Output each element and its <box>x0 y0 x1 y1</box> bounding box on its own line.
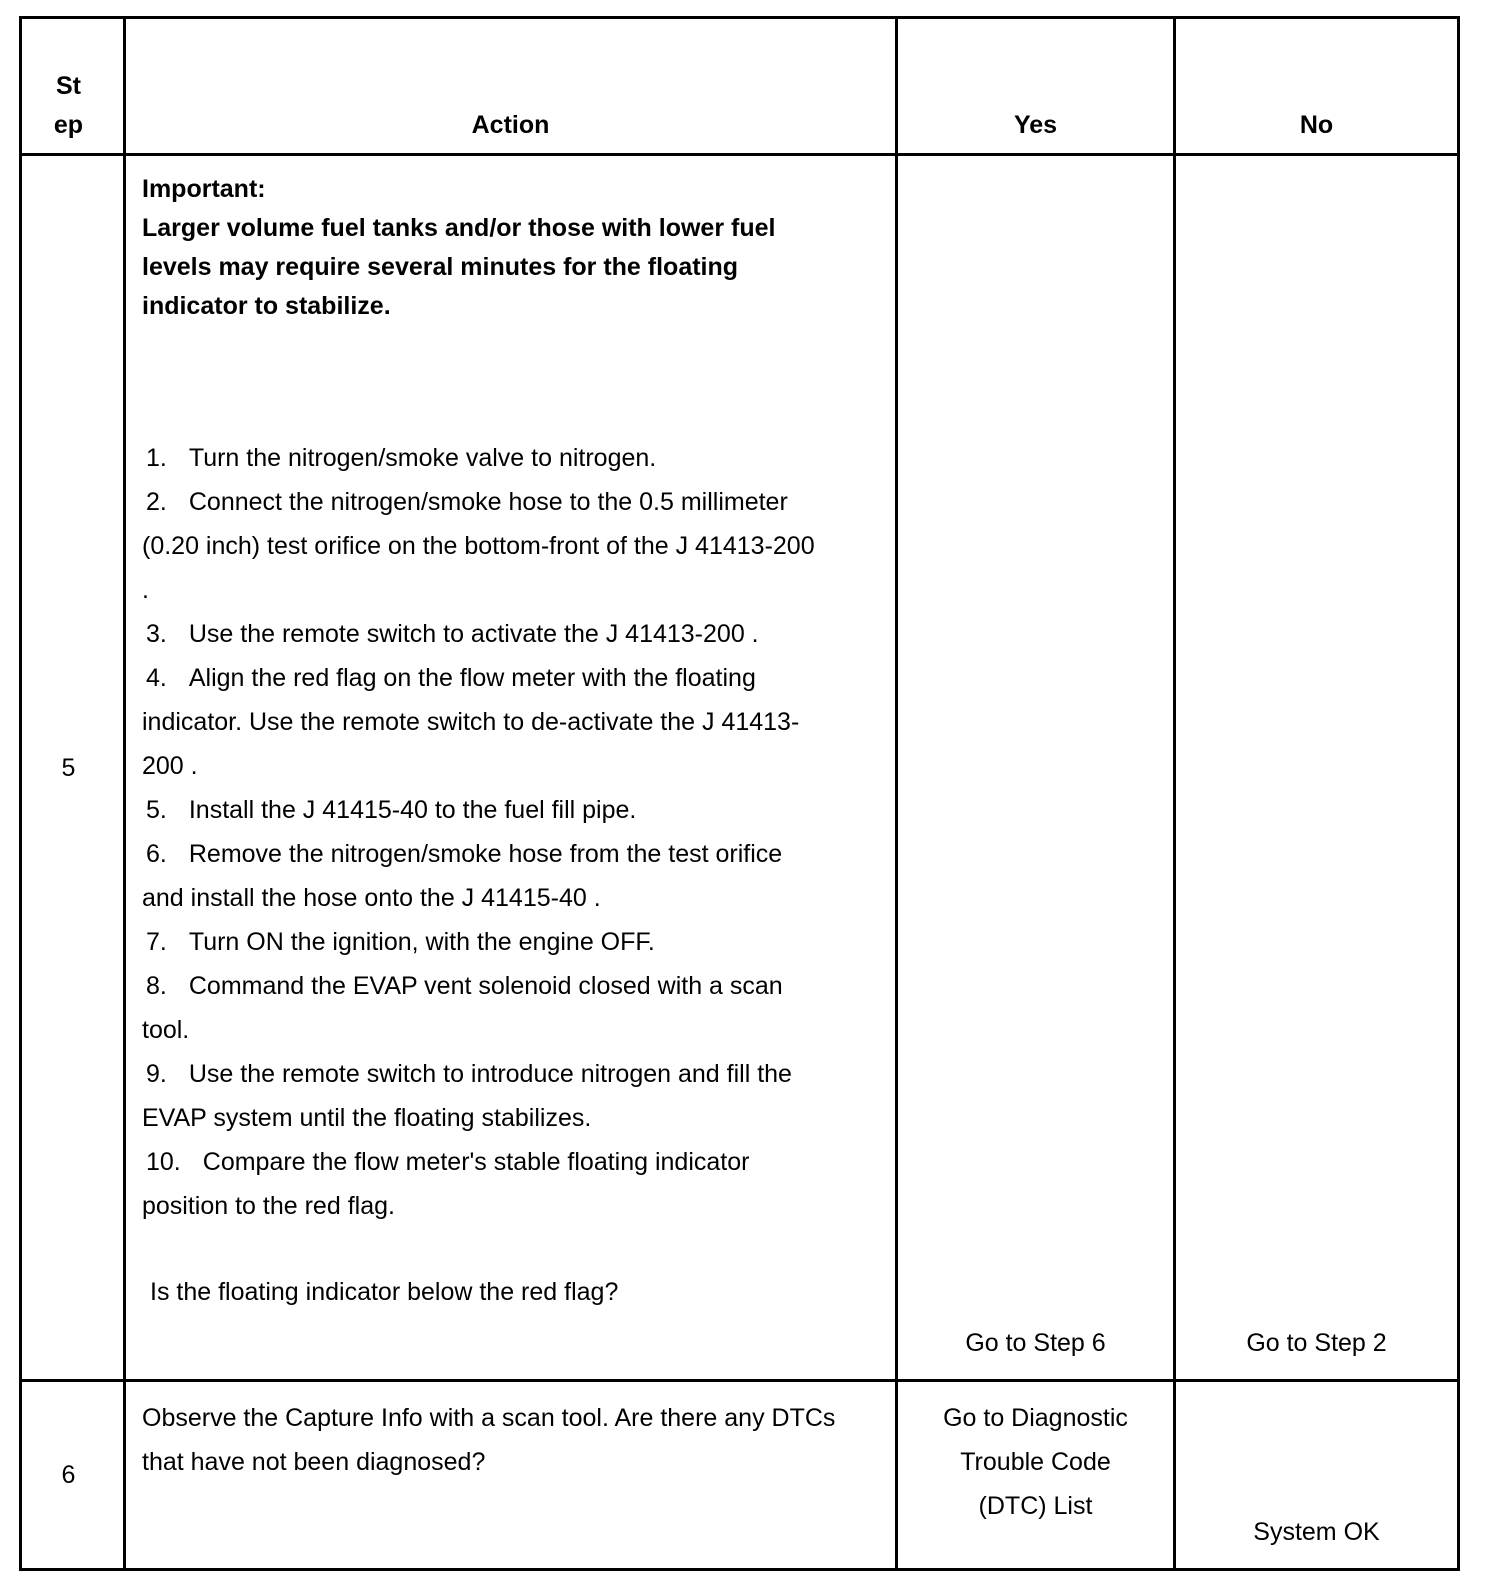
action-text: Observe the Capture Info with a scan tool. Are there any DTCs that have not been diagnosed? <box>142 1404 836 1476</box>
yes-cell <box>897 1381 1175 1570</box>
list-item: 5. Install the J 41415-40 to the fuel fill pipe. <box>146 796 637 824</box>
no-cell: Go to Step 2 <box>1175 155 1459 1381</box>
step-number: 6 <box>21 1381 125 1570</box>
yes-line: Trouble Code <box>960 1448 1111 1476</box>
header-row <box>21 18 1459 155</box>
list-item: 2. Connect the nitrogen/smoke hose to the 0.5 millimeter (0.20 inch) test orifice on the bottom-front of the J 41413-200 . <box>142 488 815 604</box>
list-item: 6. Remove the nitrogen/smoke hose from the test orifice and install the hose onto the J 41415-40 . <box>142 840 783 912</box>
header-no <box>1175 18 1459 155</box>
list-item: 7. Turn ON the ignition, with the engine OFF. <box>146 928 655 956</box>
list-item: 8. Command the EVAP vent solenoid closed with a scan tool. <box>142 972 783 1044</box>
header-action <box>125 18 897 155</box>
yes-line: Go to Diagnostic <box>943 1404 1128 1432</box>
important-label: Important: <box>142 175 266 203</box>
important-text: Larger volume fuel tanks and/or those with lower fuel levels may require several minutes for the floating indicator to stabilize. <box>142 214 776 320</box>
header-step-label: St ep <box>53 72 84 139</box>
list-item: 9. Use the remote switch to introduce nitrogen and fill the EVAP system until the floating stabilizes. <box>142 1060 792 1132</box>
action-cell <box>125 1381 897 1570</box>
procedure-list <box>142 436 822 1228</box>
list-item: 4. Align the red flag on the flow meter with the floating indicator. Use the remote switch to de-activate the J 41413-200 . <box>142 664 800 780</box>
yes-line: (DTC) List <box>978 1492 1093 1520</box>
table-row <box>21 155 1459 1381</box>
header-step <box>21 18 125 155</box>
list-item: 3. Use the remote switch to activate the J 41413-200 . <box>146 620 759 648</box>
question-text: Is the floating indicator below the red flag? <box>150 1278 619 1306</box>
header-no-label: No <box>1299 111 1334 139</box>
header-yes <box>897 18 1175 155</box>
action-cell <box>125 155 897 1381</box>
step-number: 5 <box>21 155 125 1381</box>
no-cell: System OK <box>1175 1381 1459 1570</box>
yes-cell: Go to Step 6 <box>897 155 1175 1381</box>
list-item: 1. Turn the nitrogen/smoke valve to nitrogen. <box>146 444 657 472</box>
diagnostic-table <box>19 16 1460 1571</box>
important-note <box>142 170 879 326</box>
list-item: 10. Compare the flow meter's stable floating indicator position to the red flag. <box>142 1148 750 1220</box>
header-yes-label: Yes <box>1013 111 1058 139</box>
header-action-label: Action <box>471 111 550 139</box>
table-row <box>21 1381 1459 1570</box>
